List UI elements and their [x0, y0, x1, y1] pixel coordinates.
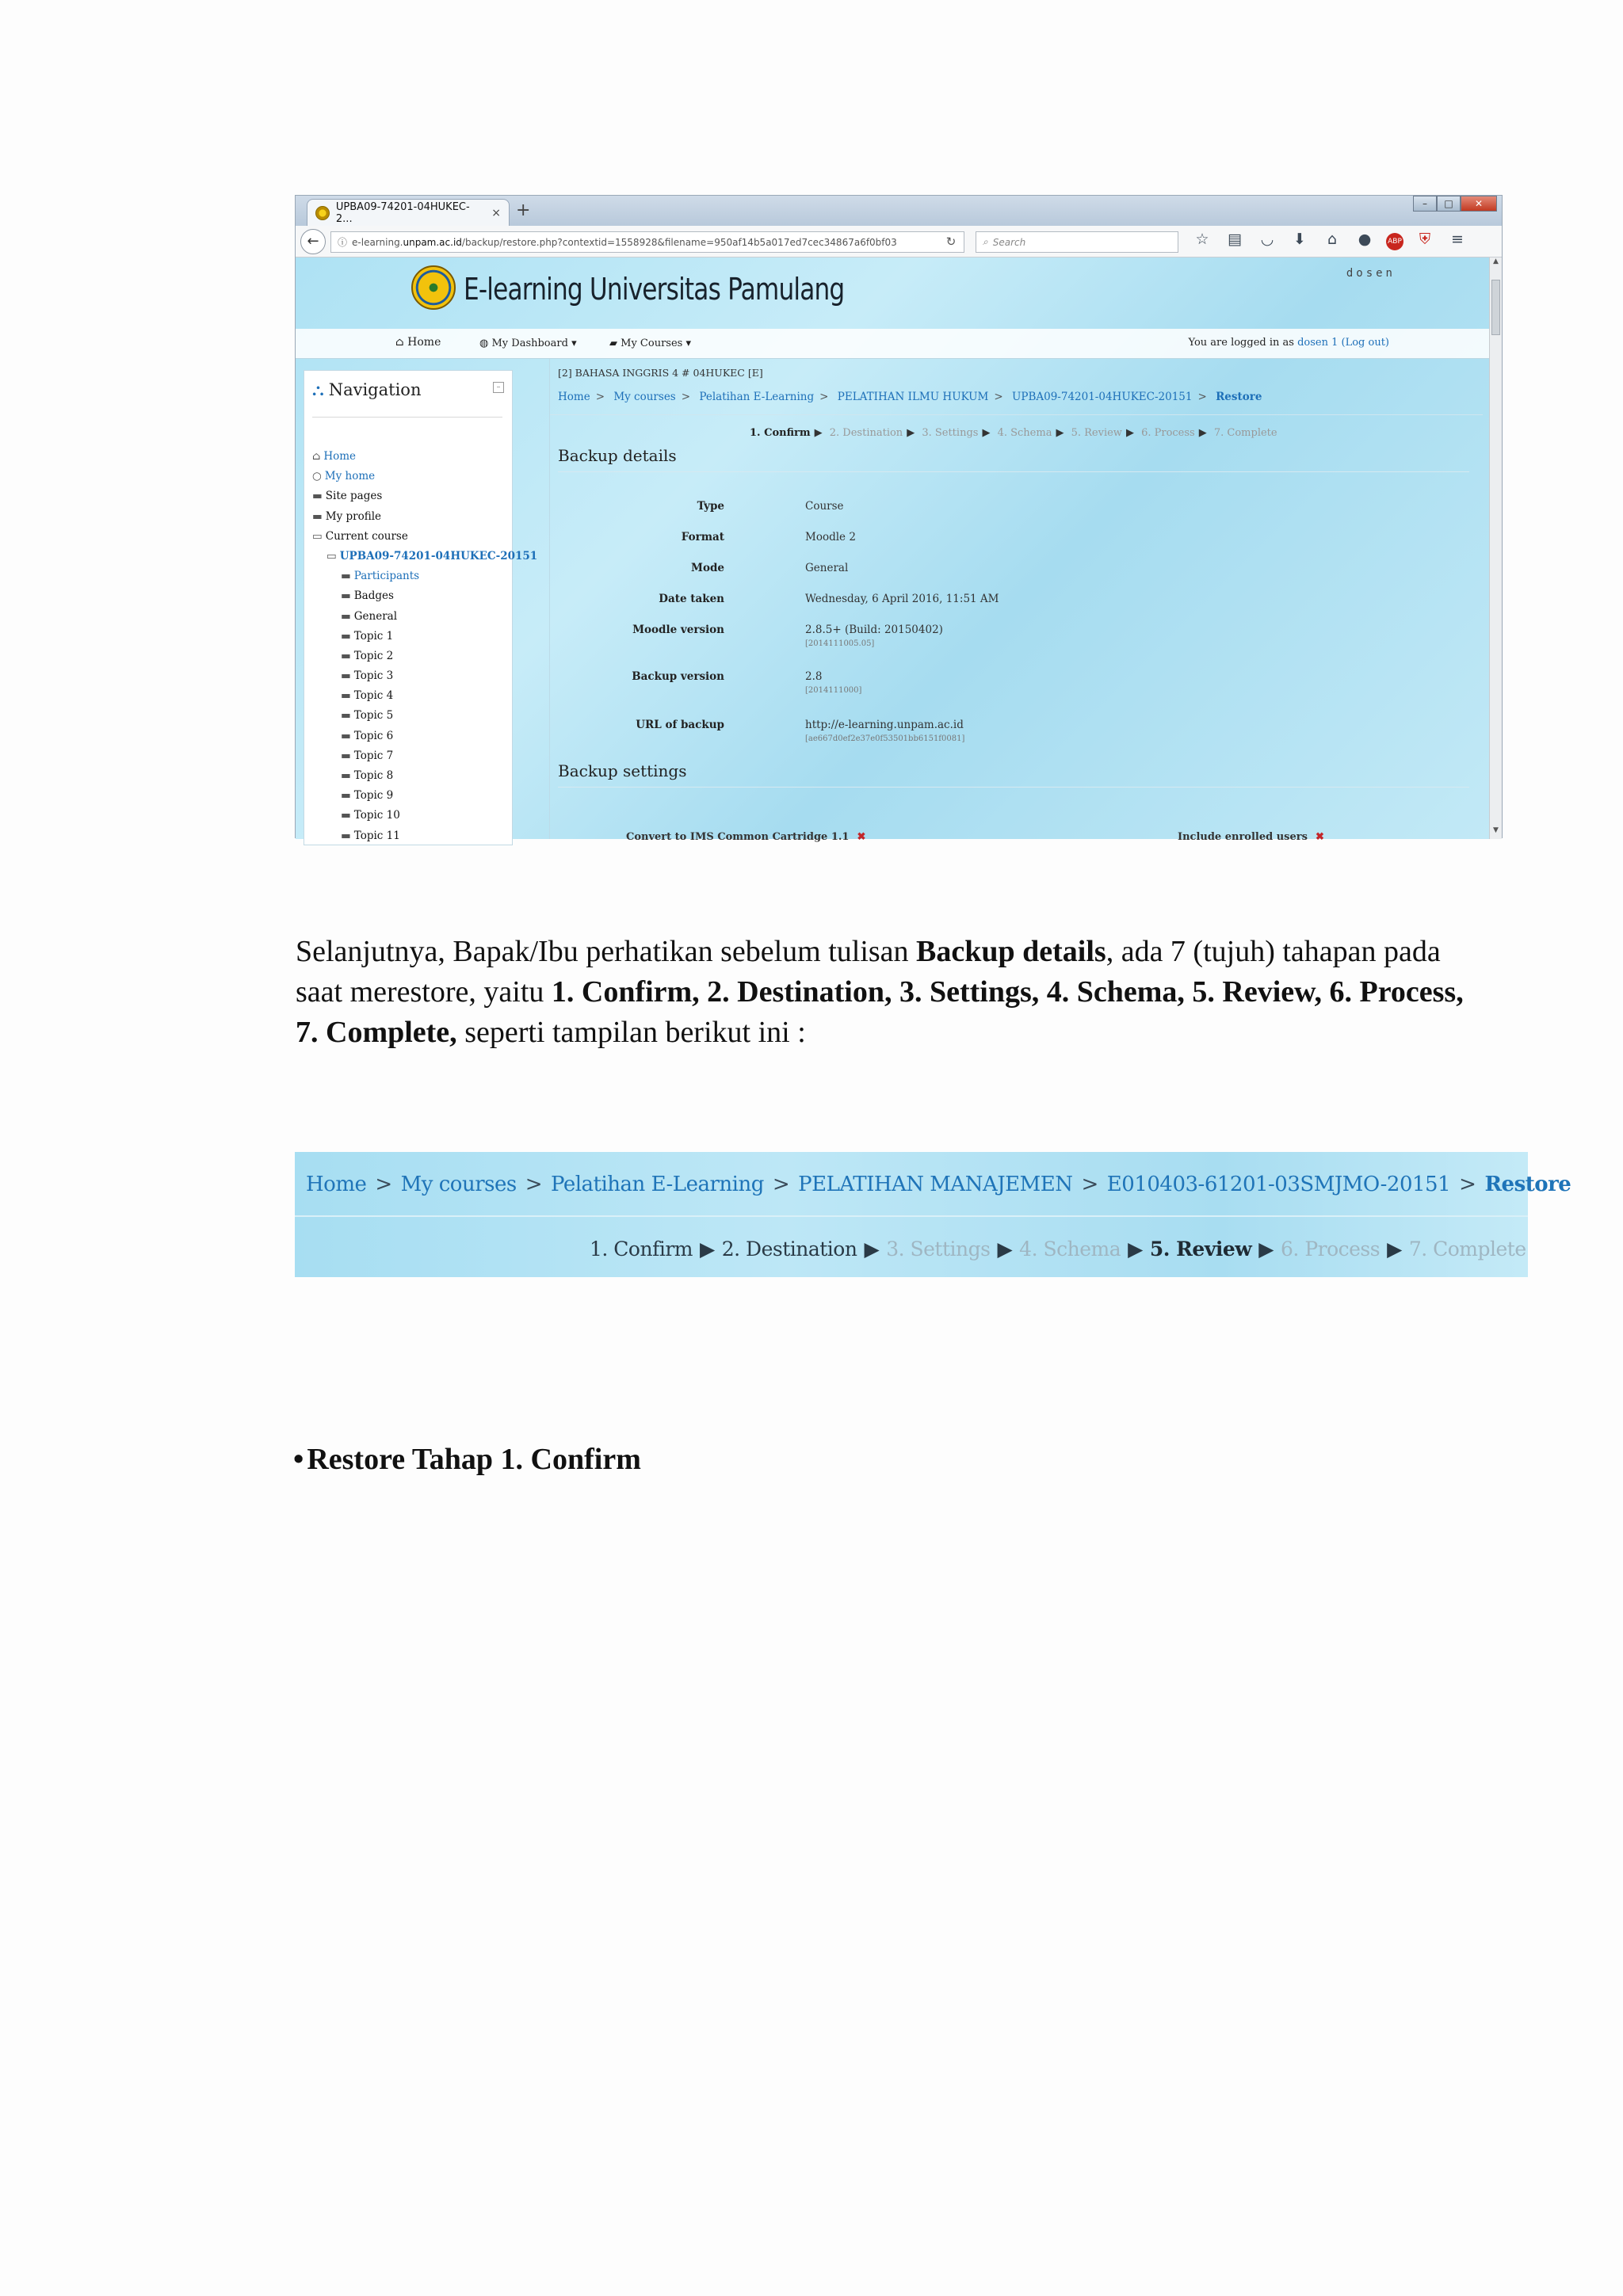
- nav-item-current-course[interactable]: ▭ Current course: [312, 529, 408, 543]
- restore-steps: [750, 427, 1277, 439]
- breadcrumb-item[interactable]: Home: [306, 1173, 367, 1196]
- step-review: 5. Review: [1071, 427, 1122, 439]
- home-icon: ⌂: [395, 336, 408, 349]
- divider: [558, 471, 1469, 472]
- breadcrumb-item[interactable]: PELATIHAN MANAJEMEN: [798, 1173, 1073, 1196]
- nav-item-topic[interactable]: ▬ Topic 1: [341, 629, 394, 643]
- arrow-right-icon: ▶: [864, 1238, 880, 1261]
- folder-icon: ▬: [341, 629, 351, 643]
- breadcrumb-current: Restore: [1484, 1173, 1571, 1196]
- chevron-right-icon: >: [681, 391, 691, 403]
- course-heading: [2] BAHASA INGGRIS 4 # 04HUKEC [E]: [558, 367, 763, 379]
- bookmark-star-icon[interactable]: ☆: [1195, 231, 1209, 248]
- toolbar-icons: [1191, 231, 1468, 250]
- minimize-icon[interactable]: –: [1413, 196, 1437, 212]
- tab-title: UPBA09-74201-04HUKEC-2...: [335, 200, 470, 225]
- step-settings: 3. Settings: [886, 1238, 991, 1261]
- breadcrumb-item[interactable]: E010403-61201-03SMJMO-20151: [1106, 1173, 1451, 1196]
- chevron-right-icon: >: [1081, 1173, 1098, 1196]
- step-complete: 7. Complete: [1408, 1238, 1526, 1261]
- browser-tab[interactable]: [307, 199, 510, 226]
- step-schema: 4. Schema: [997, 427, 1052, 439]
- step-destination: 2. Destination: [721, 1238, 857, 1261]
- chevron-right-icon: >: [595, 391, 605, 403]
- arrow-right-icon: ▶: [1258, 1238, 1274, 1261]
- step-process: 6. Process: [1281, 1238, 1381, 1261]
- logout-link[interactable]: (Log out): [1341, 337, 1389, 349]
- briefcase-icon: ▰: [609, 338, 621, 349]
- nav-item-topic[interactable]: ▬ Topic 11: [341, 829, 400, 842]
- folder-icon: ▬: [341, 609, 351, 623]
- chevron-right-icon: >: [1459, 1173, 1476, 1196]
- folder-icon: ▬: [312, 509, 323, 523]
- step-process: 6. Process: [1141, 427, 1195, 439]
- folder-icon: ▬: [341, 749, 351, 762]
- navigation-title: ⛬ Navigation: [312, 380, 422, 399]
- login-info: You are logged in as dosen 1 (Log out): [1188, 337, 1389, 349]
- user-link[interactable]: dosen 1: [1297, 337, 1338, 349]
- folder-icon: ▬: [341, 789, 351, 803]
- chevron-right-icon: >: [994, 391, 1003, 403]
- tab-close-icon[interactable]: ×: [491, 206, 501, 219]
- url-input[interactable]: [330, 231, 964, 253]
- scroll-down-icon[interactable]: ▼: [1493, 826, 1499, 834]
- site-favicon-icon: [315, 206, 330, 220]
- circle-icon: ○: [312, 470, 322, 483]
- scroll-up-icon[interactable]: ▲: [1493, 257, 1499, 265]
- arrow-right-icon: ▶: [1387, 1238, 1402, 1261]
- navigation-block: [304, 370, 538, 845]
- menu-icon[interactable]: ≡: [1451, 231, 1464, 248]
- setting-row: Include enrolled users ✖: [1178, 831, 1324, 843]
- address-bar-row: [296, 226, 1502, 257]
- dashboard-icon: ◍: [479, 338, 492, 349]
- nav-item-site-pages[interactable]: ▬ Site pages: [312, 490, 383, 503]
- url-text: e-learning.unpam.ac.id/backup/restore.php?contextid=1558928&filename=950af14b5a017ed7cec34867a6f0bf03: [352, 236, 897, 248]
- breadcrumb-item[interactable]: Home: [558, 391, 590, 403]
- folder-icon: ▬: [341, 669, 351, 683]
- site-user-role: dosen: [1346, 267, 1396, 280]
- folder-icon: ▬: [341, 589, 351, 603]
- breadcrumb-item[interactable]: Pelatihan E-Learning: [699, 391, 815, 403]
- section-bullet-heading: • Restore Tahap 1. Confirm: [293, 1443, 641, 1476]
- home-icon[interactable]: ⌂: [1327, 231, 1338, 248]
- nav-item-topic[interactable]: ▬ Topic 8: [341, 769, 394, 782]
- chevron-right-icon: >: [772, 1173, 790, 1196]
- arrow-right-icon: ▶: [1056, 427, 1064, 439]
- nav-item-topic[interactable]: ▬ Topic 9: [341, 789, 394, 803]
- restore-steps-screenshot: [295, 1152, 1571, 1277]
- nav-item-topic[interactable]: ▬ Topic 4: [341, 689, 394, 703]
- tab-bar: [296, 196, 1502, 226]
- breadcrumb-item[interactable]: PELATIHAN ILMU HUKUM: [837, 391, 989, 403]
- setting-row: Convert to IMS Common Cartridge 1.1 ✖: [626, 831, 866, 843]
- divider: [295, 1215, 1528, 1217]
- step-confirm: 1. Confirm: [590, 1238, 693, 1261]
- step-schema: 4. Schema: [1019, 1238, 1121, 1261]
- back-arrow-icon[interactable]: ←: [300, 229, 326, 254]
- reload-icon[interactable]: ↻: [945, 235, 957, 249]
- folder-icon: ▬: [341, 809, 351, 822]
- nav-item-badges[interactable]: ▬ Badges: [341, 589, 394, 603]
- divider: [312, 417, 502, 418]
- backup-details-heading: Backup details: [558, 446, 677, 465]
- breadcrumb-item[interactable]: Pelatihan E-Learning: [551, 1173, 764, 1196]
- folder-icon: ▬: [341, 709, 351, 723]
- bullet-icon: •: [293, 1443, 304, 1476]
- chevron-right-icon: >: [819, 391, 829, 403]
- nav-courses[interactable]: ▰ My Courses ▾: [609, 338, 691, 349]
- restore-steps: [590, 1238, 1526, 1261]
- folder-icon: ▬: [341, 689, 351, 703]
- nav-item-topic[interactable]: ▬ Topic 5: [341, 709, 394, 723]
- reading-list-icon[interactable]: ▤: [1228, 231, 1242, 248]
- folder-open-icon: ▭: [312, 529, 323, 543]
- collapse-icon[interactable]: –: [493, 382, 504, 393]
- arrow-right-icon: ▶: [982, 427, 991, 439]
- pocket-icon[interactable]: ◡: [1260, 231, 1274, 248]
- nav-item-participants[interactable]: ▬ Participants: [341, 570, 420, 583]
- nav-item-topic[interactable]: ▬ Topic 10: [341, 809, 400, 822]
- scroll-thumb[interactable]: [1491, 280, 1500, 335]
- adblock-icon[interactable]: ABP: [1386, 233, 1403, 250]
- arrow-right-icon: ▶: [1128, 1238, 1143, 1261]
- breadcrumb-current: Restore: [1216, 391, 1262, 403]
- main-content: [2] BAHASA INGGRIS 4 # 04HUKEC [E] Home > My courses > Pelatihan E-Learning > PELATIHAN ILMU HUKUM > UPBA09-74201-04HUKEC-20151 > Restore 1. Confirm ▶ 2. Destination ▶ 3. Settings ▶ 4. Schema ▶ 5. Review ▶ 6. Process ▶ 7. Complete Backup details Type Course Format Moodle 2 Mode General Date taken Wednesday, 6 April 2016, 11:51 AM Moodle version 2.8.5+ (Build: 20150402) [2014111005.05] Backup version 2.8 [2014111000] URL of backup http://e-learning.unpam.ac.id [ae667d0ef2e37e0f53501bb6151f0081] Backup settings Convert to IMS Common Cartridge 1.1 ✖ Include enrolled users ✖: [549, 359, 1483, 839]
- nav-item-topic[interactable]: ▬ Topic 6: [341, 729, 394, 742]
- nav-item-general[interactable]: ▬ General: [341, 609, 398, 623]
- arrow-right-icon: ▶: [1125, 427, 1134, 439]
- folder-icon: ▬: [341, 769, 351, 782]
- search-icon: ⌕: [983, 236, 988, 247]
- arrow-right-icon: ▶: [1198, 427, 1207, 439]
- nav-item-topic[interactable]: ▬ Topic 7: [341, 749, 394, 762]
- web-page: [296, 257, 1491, 843]
- breadcrumb-item[interactable]: UPBA09-74201-04HUKEC-20151: [1011, 391, 1193, 403]
- step-settings: 3. Settings: [922, 427, 979, 439]
- breadcrumb: [306, 1173, 1571, 1196]
- download-icon[interactable]: ⬇: [1293, 231, 1306, 248]
- home-icon: ⌂: [312, 450, 321, 463]
- info-icon: ⓘ: [338, 237, 348, 248]
- shield-icon[interactable]: ⛨: [1419, 231, 1431, 248]
- divider: [558, 787, 1469, 788]
- arrow-right-icon: ▶: [700, 1238, 715, 1261]
- nav-item-my-home[interactable]: ○ My home: [312, 470, 376, 483]
- sitemap-icon: ⛬: [312, 380, 324, 399]
- window-close-icon[interactable]: ✕: [1461, 196, 1497, 212]
- site-title: E-learning Universitas Pamulang: [464, 272, 845, 307]
- divider: [550, 414, 1483, 415]
- chevron-right-icon: >: [375, 1173, 392, 1196]
- breadcrumb-item[interactable]: My courses: [400, 1173, 517, 1196]
- nav-dashboard[interactable]: ◍ My Dashboard ▾: [479, 338, 577, 349]
- nav-item-home[interactable]: ⌂ Home: [312, 450, 357, 463]
- backup-settings-heading: Backup settings: [558, 761, 687, 780]
- window-controls: [1413, 196, 1497, 212]
- folder-icon: ▬: [341, 649, 351, 662]
- cross-icon: ✖: [857, 831, 866, 843]
- step-confirm: 1. Confirm: [750, 427, 811, 439]
- step-destination: 2. Destination: [829, 427, 903, 439]
- nav-item-my-profile[interactable]: ▬ My profile: [312, 509, 382, 523]
- vertical-scrollbar[interactable]: [1489, 257, 1502, 839]
- arrow-right-icon: ▶: [997, 1238, 1013, 1261]
- browser-screenshot: [295, 195, 1503, 843]
- folder-icon: ▬: [312, 490, 323, 503]
- university-logo-icon: [411, 265, 456, 310]
- new-tab-button[interactable]: +: [516, 200, 531, 220]
- site-header: [296, 257, 1491, 329]
- breadcrumb-item[interactable]: My courses: [613, 391, 676, 403]
- arrow-right-icon: ▶: [814, 427, 823, 439]
- maximize-icon[interactable]: □: [1437, 196, 1461, 212]
- navigation-tree: [312, 447, 537, 846]
- nav-item-course[interactable]: ▭ UPBA09-74201-04HUKEC-20151: [327, 549, 538, 563]
- chevron-right-icon: >: [1197, 391, 1207, 403]
- breadcrumb: [558, 391, 1262, 403]
- step-complete: 7. Complete: [1213, 427, 1277, 439]
- nav-item-topic[interactable]: ▬ Topic 3: [341, 669, 394, 683]
- step-review: 5. Review: [1149, 1238, 1252, 1261]
- folder-icon: ▬: [341, 729, 351, 742]
- folder-icon: ▬: [341, 829, 351, 842]
- cross-icon: ✖: [1315, 831, 1324, 843]
- site-navbar: [296, 329, 1491, 359]
- folder-icon: ▬: [341, 570, 351, 583]
- arrow-right-icon: ▶: [907, 427, 915, 439]
- folder-open-icon: ▭: [327, 549, 337, 563]
- nav-home[interactable]: ⌂ Home: [395, 336, 441, 349]
- instruction-paragraph: Selanjutnya, Bapak/Ibu perhatikan sebelum tulisan Backup details, ada 7 (tujuh) tahapan pada saat merestore, yaitu 1. Confirm, 2. Destination, 3. Settings, 4. Schema, 5. Review, 6. Process, 7. Complete, seperti tampilan berikut ini :: [296, 935, 1464, 1049]
- chat-icon[interactable]: ●: [1358, 231, 1372, 248]
- search-input[interactable]: ⌕ Search: [976, 231, 1178, 253]
- nav-item-topic[interactable]: ▬ Topic 2: [341, 649, 394, 662]
- chevron-right-icon: >: [525, 1173, 543, 1196]
